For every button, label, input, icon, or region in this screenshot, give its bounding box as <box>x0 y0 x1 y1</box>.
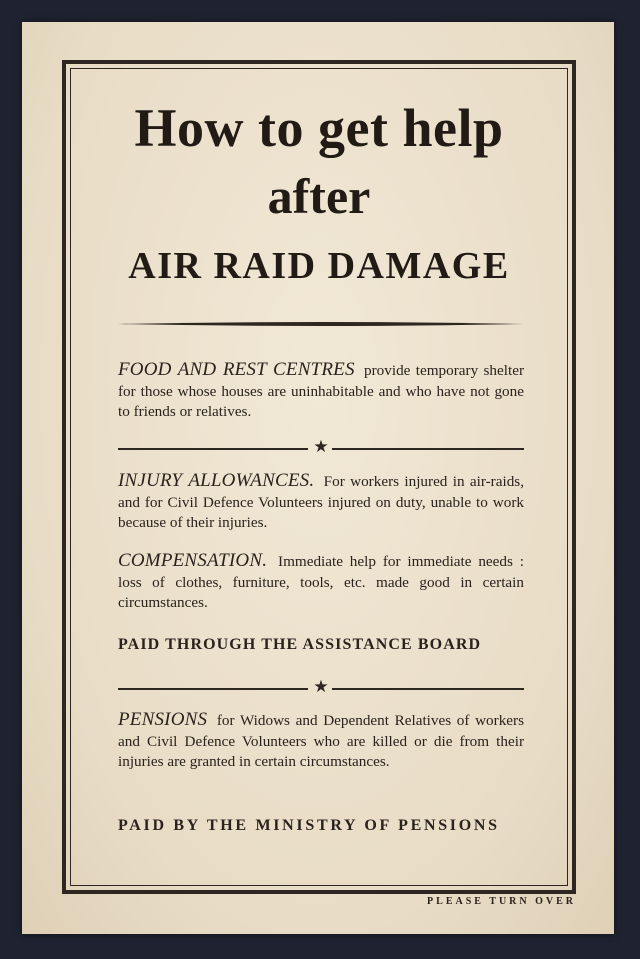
star-icon: ★ <box>313 437 329 457</box>
section-body: provide temporary shelter for those whose houses are uninhabitable and who have not gone to friends or relatives. <box>118 362 525 420</box>
paid-assistance-board: PAID THROUGH THE ASSISTANCE BOARD <box>118 636 482 653</box>
divider-line <box>118 448 308 450</box>
section-lead: COMPENSATION. <box>118 550 268 571</box>
star-divider <box>118 437 524 457</box>
please-turn-over: PLEASE TURN OVER <box>427 896 576 907</box>
title-line-1: How to get help <box>134 98 504 158</box>
section-lead: PENSIONS <box>118 709 208 730</box>
divider-line <box>332 448 524 450</box>
title-line-3: AIR RAID DAMAGE <box>128 245 510 287</box>
section-body: Immediate help for immediate needs : loss of clothes, furniture, tools, etc. made good in certain circumstances. <box>118 553 524 611</box>
star-icon: ★ <box>313 677 329 697</box>
divider-line <box>118 688 308 690</box>
section-lead: INJURY ALLOWANCES. <box>118 470 315 491</box>
title-line-2: after <box>267 168 371 224</box>
section-food-rest-centres <box>118 360 524 423</box>
section-compensation <box>118 551 524 614</box>
divider-line <box>332 688 524 690</box>
section-body: For workers injured in air-raids, and for Civil Defence Volunteers injured on duty, unable to work because of their injuries. <box>118 473 524 531</box>
star-divider <box>118 677 524 697</box>
paid-ministry-pensions: PAID BY THE MINISTRY OF PENSIONS <box>118 817 500 834</box>
section-lead: FOOD AND REST CENTRES <box>118 359 355 380</box>
section-pensions <box>118 710 524 773</box>
thick-divider <box>118 321 524 327</box>
section-injury-allowances <box>118 471 524 534</box>
section-body: for Widows and Dependent Relatives of workers and Civil Defence Volunteers who are killed or die from their injuries are granted in certain circumstances. <box>118 712 525 770</box>
